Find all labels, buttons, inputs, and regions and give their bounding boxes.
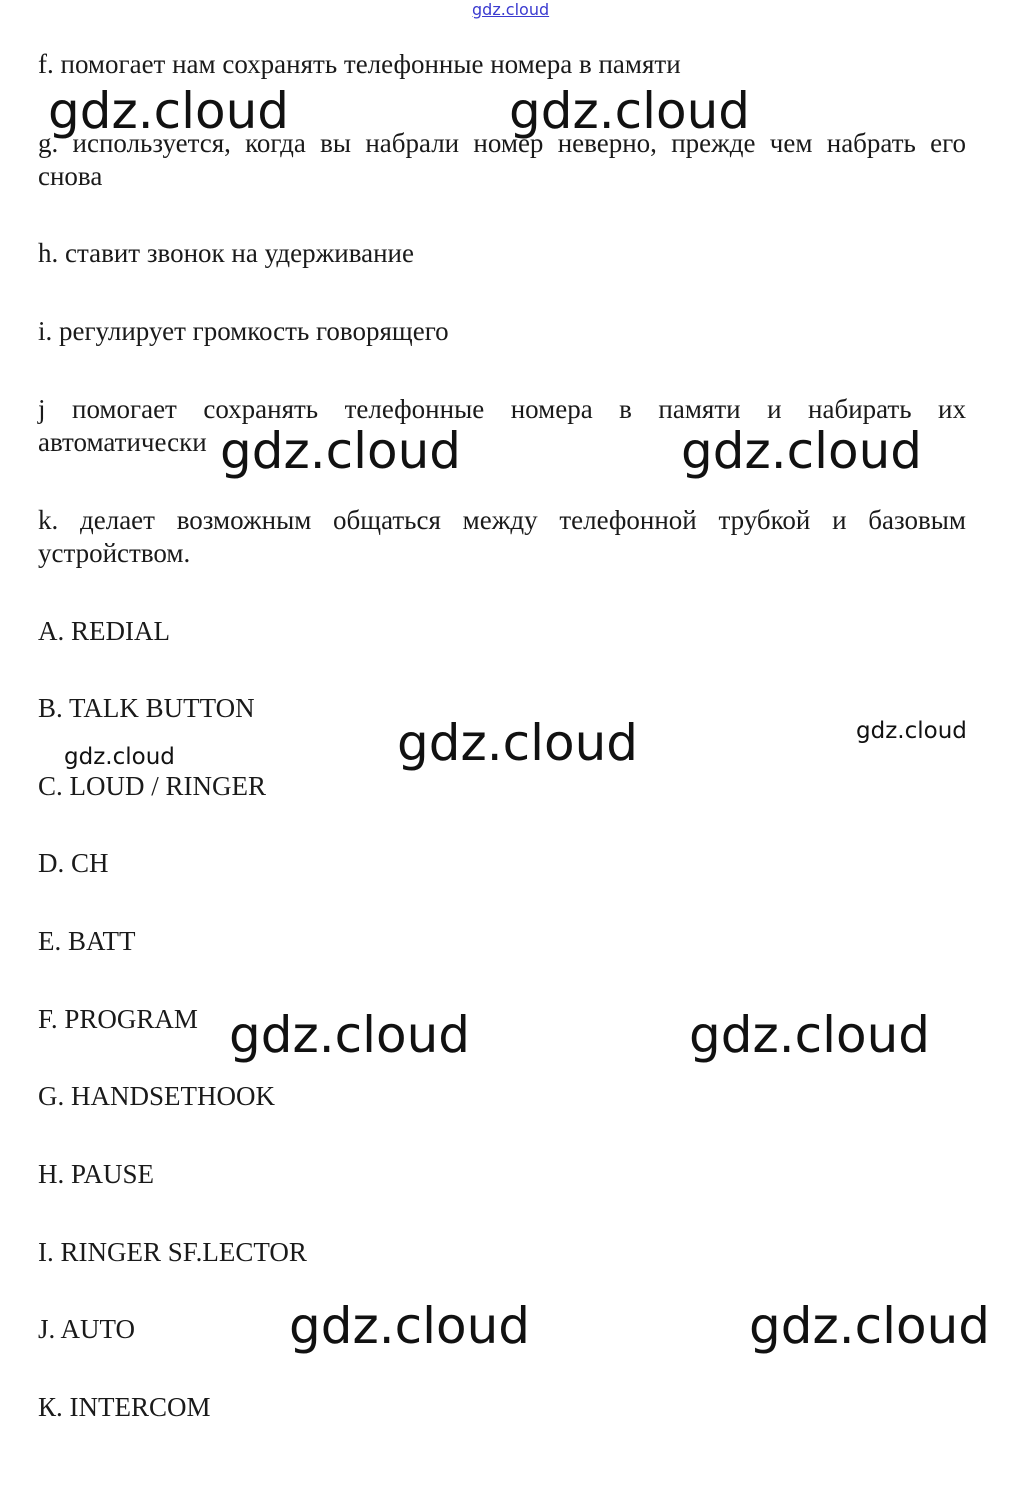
button-name-k: К. INTERCOM <box>38 1392 211 1422</box>
watermark: gdz.cloud <box>681 422 923 480</box>
watermark: gdz.cloud <box>397 714 639 772</box>
button-name-a: A. REDIAL <box>38 616 170 646</box>
button-name-h: H. PAUSE <box>38 1159 155 1189</box>
button-name-c: C. LOUD / RINGER <box>38 771 266 801</box>
button-name-d: D. CH <box>38 848 109 878</box>
definition-f: f. помогает нам сохранять телефонные номера в памяти <box>38 49 681 79</box>
button-name-i: I. RINGER SF.LECTOR <box>38 1237 307 1267</box>
button-name-g: G. HANDSETHOOK <box>38 1081 275 1111</box>
definition-k-line1: k. делает возможным общаться между телефонной трубкой и базовым <box>38 505 966 535</box>
definition-i: i. регулирует громкость говорящего <box>38 316 449 346</box>
definition-j-line2: автоматически <box>38 427 207 457</box>
watermark: gdz.cloud <box>220 422 462 480</box>
watermark: gdz.cloud <box>229 1006 471 1064</box>
watermark: gdz.cloud <box>509 82 751 140</box>
button-name-b: B. TALK BUTTON <box>38 693 255 723</box>
watermark-top-link[interactable]: gdz.cloud <box>472 0 550 19</box>
watermark: gdz.cloud <box>749 1297 991 1355</box>
definition-g-line2: снова <box>38 161 103 191</box>
button-name-e: E. BATT <box>38 926 136 956</box>
definition-k-line2: устройством. <box>38 538 191 568</box>
definition-h: h. ставит звонок на удерживание <box>38 238 414 268</box>
button-name-f: F. PROGRAM <box>38 1004 198 1034</box>
button-name-j: J. AUTO <box>38 1314 136 1344</box>
definition-j-line1: j помогает сохранять телефонные номера в памяти и набирать их <box>38 394 966 424</box>
watermark: gdz.cloud <box>856 718 967 744</box>
watermark: gdz.cloud <box>689 1006 931 1064</box>
watermark: gdz.cloud <box>289 1297 531 1355</box>
watermark: gdz.cloud <box>64 744 175 770</box>
watermark: gdz.cloud <box>48 82 290 140</box>
definition-g-line1: g. используется, когда вы набрали номер неверно, прежде чем набрать его <box>38 128 966 158</box>
